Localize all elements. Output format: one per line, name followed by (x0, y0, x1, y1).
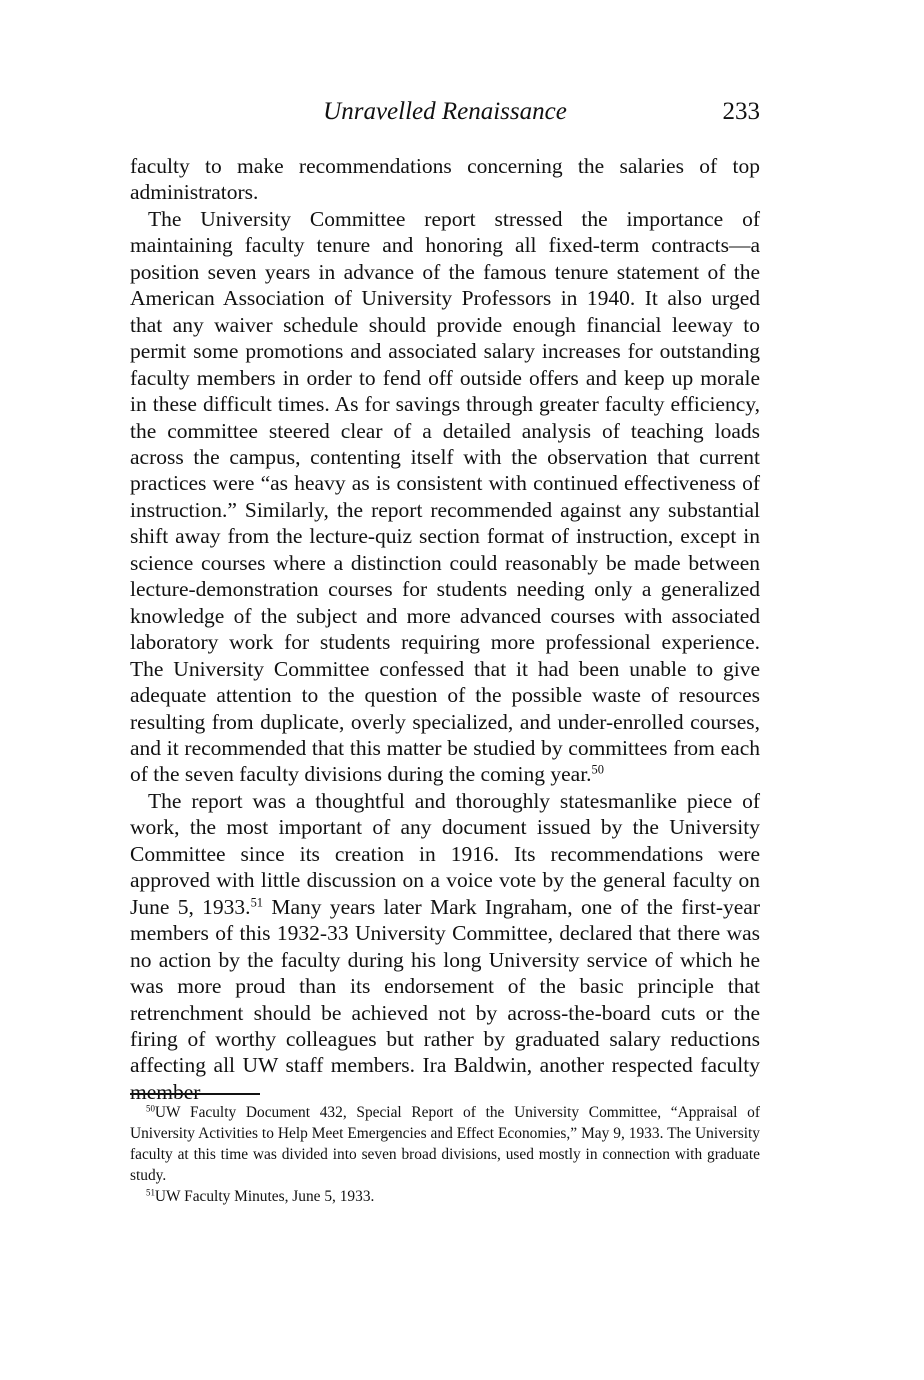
footnote (130, 1102, 760, 1186)
footnote-rule (130, 1093, 260, 1095)
footnote-reference: 51 (250, 895, 264, 910)
footnote-number: 51 (146, 1187, 155, 1198)
body-text (130, 153, 760, 1105)
paragraph (130, 788, 760, 1105)
paragraph-continued (130, 153, 760, 206)
footnote-number: 50 (146, 1103, 155, 1114)
paragraph-text: The University Committee report stressed the importance of maintaining faculty tenure and honoring all fixed-term contracts—a position seven years in advance of the famous tenure statement of the American Association of University Professors in 1940. It also urged that any waiver schedule should provide enough financial leeway to permit some promotions and associated salary increases for outstanding faculty members in order to fend off outside offers and keep up morale in these difficult times. As for savings through greater faculty efficiency, the committee steered clear of a detailed analysis of teaching loads across the campus, contenting itself with the observation that current practices were “as heavy as is consistent with continued effectiveness of instruction.” Similarly, the report recommended against any substantial shift away from the lecture-quiz section format of instruction, except in science courses where a distinction could reasonably be made between lecture-demonstration courses for students needing only a generalized knowledge of the subject and more advanced courses with associated laboratory work for students requiring more professional experience. The University Committee confessed that it had been unable to give adequate attention to the question of the possible waste of resources resulting from duplicate, overly specialized, and under-enrolled courses, and it recommended that this matter be studied by committees from each of the seven faculty divisions during the coming year. (130, 206, 760, 787)
footnote-reference: 50 (591, 762, 605, 777)
footnote-text: UW Faculty Minutes, June 5, 1933. (154, 1188, 375, 1205)
page-number: 233 (722, 98, 760, 125)
running-header (130, 98, 760, 132)
paragraph (130, 206, 760, 788)
paragraph-text: faculty to make recommendations concerning the salaries of top administrators. (130, 154, 760, 205)
footnote-text: UW Faculty Document 432, Special Report of the University Committee, “Appraisal of University Activities to Help Meet Emergencies and Effect Economies,” May 9, 1933. The University faculty at this time was divided into seven broad divisions, used mostly in connection with graduate study. (130, 1104, 760, 1184)
footnotes (130, 1102, 760, 1207)
paragraph-text: The report was a thoughtful and thoroughly statesmanlike piece of work, the most important of any document issued by the University Committee since its creation in 1916. Its recommendations were approved with little discussion on a voice vote by the general faculty on June 5, 1933. (130, 788, 760, 919)
paragraph-text: Many years later Mark Ingraham, one of the first-year members of this 1932-33 University Committee, declared that there was no action by the faculty during his long University service of which he was more proud than its endorsement of the basic principle that retrenchment should be achieved not by across-the-board cuts or the firing of worthy colleagues but rather by graduated salary reductions affecting all UW staff members. Ira Baldwin, another respected faculty member (130, 894, 760, 1104)
footnote (130, 1186, 760, 1207)
running-title: Unravelled Renaissance (323, 98, 567, 125)
